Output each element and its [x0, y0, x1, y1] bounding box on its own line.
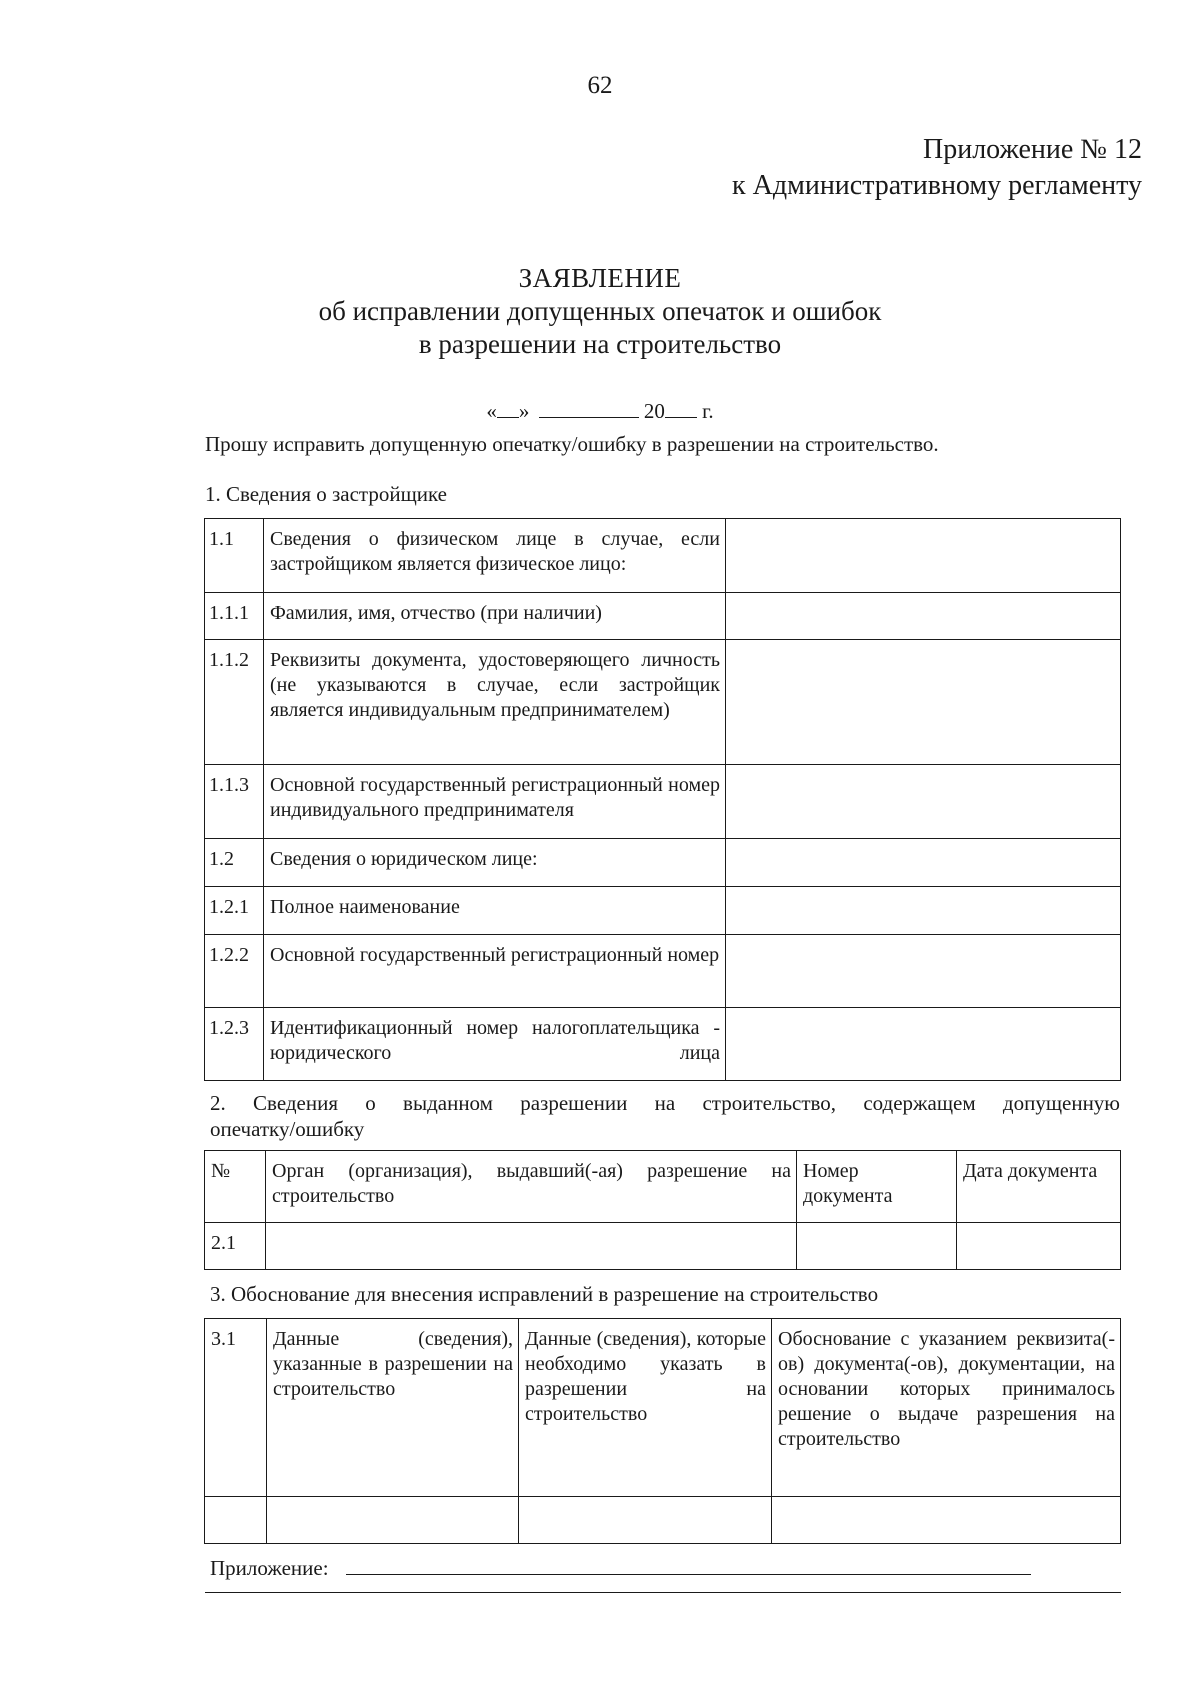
- attachment-blank-line[interactable]: [346, 1574, 1031, 1575]
- header-current-data: Данные (сведения), указанные в разрешении на строительство: [267, 1319, 519, 1497]
- row-number: 1.1.2: [205, 640, 264, 765]
- row-label: Основной государственный регистрационный номер индивидуального предпринимателя: [264, 765, 726, 839]
- attachment-label: Приложение:: [210, 1556, 329, 1580]
- row-value-cell[interactable]: [726, 1008, 1121, 1081]
- table-row: [205, 519, 1121, 593]
- header-correct-data: Данные (сведения), которые необходимо указать в разрешении на строительство: [519, 1319, 772, 1497]
- row-value-cell[interactable]: [726, 839, 1121, 887]
- table-row: [205, 1223, 1121, 1270]
- table-row: [205, 887, 1121, 935]
- table-row: [205, 935, 1121, 1008]
- doc-number-cell[interactable]: [797, 1223, 957, 1270]
- row-number: 1.1.1: [205, 593, 264, 640]
- document-title: [0, 262, 1200, 361]
- year-prefix: 20: [643, 399, 665, 423]
- section2-title-line2: опечатку/ошибку: [210, 1117, 365, 1141]
- section2-title-line1: 2. Сведения о выданном разрешении на строительство, содержащем допущенную: [210, 1091, 1120, 1115]
- header-doc-date: Дата документа: [957, 1151, 1121, 1223]
- page-number: 62: [587, 72, 613, 99]
- date-line: [0, 398, 1200, 424]
- header-number: №: [205, 1151, 266, 1223]
- date-open-quote: «: [486, 399, 497, 423]
- row-number: 1.2.3: [205, 1008, 264, 1081]
- section3-title: 3. Обоснование для внесения исправлений в разрешение на строительство: [210, 1282, 879, 1306]
- request-text: Прошу исправить допущенную опечатку/ошибку в разрешении на строительство.: [205, 432, 939, 456]
- correction-basis-table: [204, 1318, 1121, 1544]
- row-label: Основной государственный регистрационный номер: [264, 935, 726, 1008]
- year-blank[interactable]: [665, 398, 697, 418]
- year-suffix: г.: [702, 399, 714, 423]
- permit-info-table: [204, 1150, 1121, 1270]
- appendix-header: [732, 132, 1142, 204]
- header-organ: Орган (организация), выдавший(-ая) разрешение на строительство: [266, 1151, 797, 1223]
- table-row: [205, 839, 1121, 887]
- row-label: Сведения о физическом лице в случае, если застройщиком является физическое лицо:: [264, 519, 726, 593]
- header-doc-number: Номер документа: [797, 1151, 957, 1223]
- section2-title: [210, 1090, 1120, 1142]
- title-subtitle-line2: в разрешении на строительство: [418, 329, 782, 359]
- date-close-quote: »: [518, 399, 530, 423]
- row-number: 1.2: [205, 839, 264, 887]
- row-value-cell[interactable]: [726, 935, 1121, 1008]
- developer-info-table: [204, 518, 1121, 1081]
- header-justification: Обоснование с указанием реквизита(-ов) документа(-ов), документации, на основании которых принималось решение о выдаче разрешения на строительство: [772, 1319, 1121, 1497]
- title-subtitle-line1: об исправлении допущенных опечаток и ошибок: [318, 296, 882, 326]
- row-label: Идентификационный номер налогоплательщика - юридического лица: [264, 1008, 726, 1081]
- month-blank[interactable]: [539, 398, 639, 418]
- row-label: Фамилия, имя, отчество (при наличии): [264, 593, 726, 640]
- row-number-cell: [205, 1497, 267, 1544]
- table-row: [205, 640, 1121, 765]
- table-row: [205, 593, 1121, 640]
- table-header-row: [205, 1319, 1121, 1497]
- day-blank[interactable]: [497, 398, 519, 418]
- row-label: Реквизиты документа, удостоверяющего личность (не указываются в случае, если застройщик является индивидуальным предпринимателем): [264, 640, 726, 765]
- section1-title: 1. Сведения о застройщике: [205, 482, 448, 506]
- row-number: 1.2.1: [205, 887, 264, 935]
- table-row: [205, 1008, 1121, 1081]
- row-number: 3.1: [205, 1319, 267, 1497]
- row-number: 1.1.3: [205, 765, 264, 839]
- row-value-cell[interactable]: [726, 887, 1121, 935]
- table-row: [205, 765, 1121, 839]
- row-value-cell[interactable]: [726, 765, 1121, 839]
- row-number: 2.1: [205, 1223, 266, 1270]
- correct-data-cell[interactable]: [519, 1497, 772, 1544]
- row-number: 1.2.2: [205, 935, 264, 1008]
- row-value-cell[interactable]: [726, 640, 1121, 765]
- appendix-reference: к Административному регламенту: [732, 170, 1142, 201]
- row-label: Полное наименование: [264, 887, 726, 935]
- appendix-number: Приложение № 12: [923, 134, 1142, 165]
- row-value-cell[interactable]: [726, 593, 1121, 640]
- justification-cell[interactable]: [772, 1497, 1121, 1544]
- organ-cell[interactable]: [266, 1223, 797, 1270]
- current-data-cell[interactable]: [267, 1497, 519, 1544]
- doc-date-cell[interactable]: [957, 1223, 1121, 1270]
- row-label: Сведения о юридическом лице:: [264, 839, 726, 887]
- table-header-row: [205, 1151, 1121, 1223]
- table-row: [205, 1497, 1121, 1544]
- bottom-rule: [205, 1592, 1121, 1593]
- title-main: ЗАЯВЛЕНИЕ: [518, 263, 682, 293]
- row-number: 1.1: [205, 519, 264, 593]
- row-value-cell[interactable]: [726, 519, 1121, 593]
